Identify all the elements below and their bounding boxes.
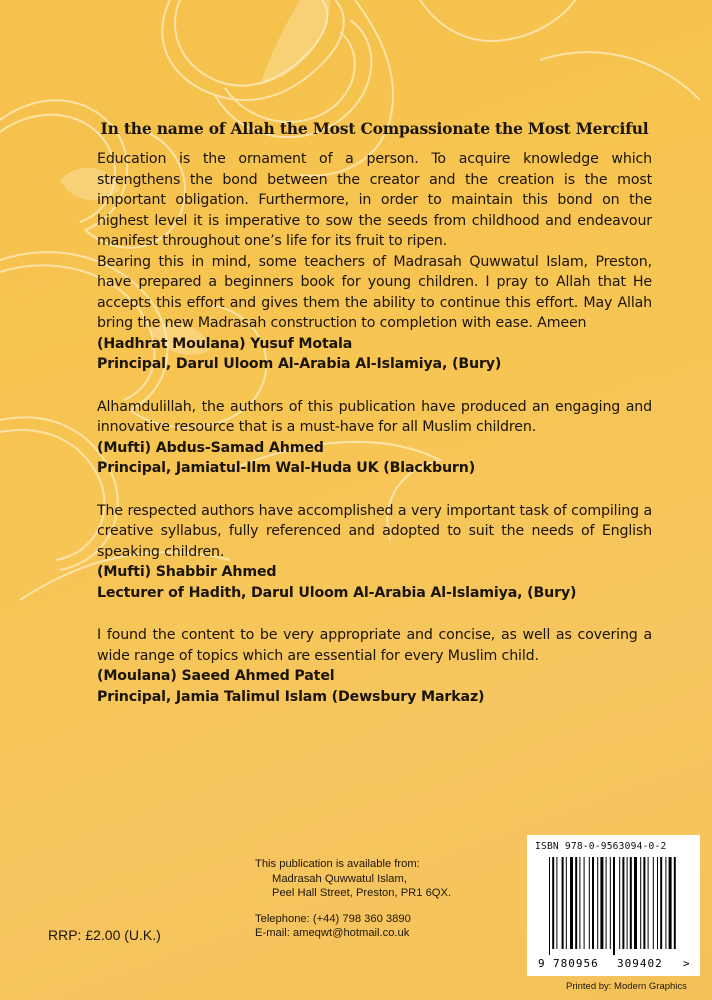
endorsement-3 bbox=[97, 501, 652, 604]
barcode-bar bbox=[610, 857, 611, 949]
barcode-bar bbox=[566, 857, 567, 949]
address-line: Peel Hall Street, Preston, PR1 6QX. bbox=[272, 887, 452, 900]
endorser-name: (Mufti) Shabbir Ahmed bbox=[97, 564, 277, 580]
barcode-bar bbox=[640, 857, 641, 949]
endorser-title: Principal, Darul Uloom Al-Arabia Al-Islamiya, (Bury) bbox=[97, 356, 502, 372]
barcode-bar bbox=[579, 857, 580, 949]
barcode-bar bbox=[600, 857, 603, 949]
endorsement-2 bbox=[97, 397, 652, 479]
endorser-name: (Mufti) Abdus-Samad Ahmed bbox=[97, 439, 324, 456]
barcode-bar bbox=[606, 857, 607, 949]
barcode-bar bbox=[627, 857, 628, 949]
endorsement-paragraph: Bearing this in mind, some teachers of Madrasah Quwwatul Islam, Preston, have prepared a beginners book for young children. I pray to Allah that He accepts this effort and gives them the ability to continue this effort. May Allah bring the new Madrasah construction to completion with ease. Ameen bbox=[97, 253, 652, 331]
endorsement-paragraph: Education is the ornament of a person. To acquire knowledge which strengthens the bond between the creator and the creation is the most important obligation. Furthermore, in order to maintain this bond on the highest level it is imperative to sow the seeds from childhood and endeavour manifest throughout one’s life for its fruit to ripen. bbox=[97, 151, 652, 249]
barcode-bar bbox=[630, 857, 632, 949]
barcode-bar bbox=[549, 857, 550, 955]
barcode-bar bbox=[622, 857, 624, 949]
publication-info bbox=[255, 857, 475, 941]
endorsement-paragraph: I found the content to be very appropriate and concise, as well as covering a wide range of topics which are essential for every Muslim child. bbox=[97, 627, 652, 664]
availability-intro: This publication is available from: bbox=[255, 858, 420, 870]
barcode-bar bbox=[660, 857, 662, 949]
endorsement-paragraph: Alhamdulillah, the authors of this publication have produced an engaging and innovative resource that is a must-have for all Muslim children. bbox=[97, 398, 652, 435]
barcode-bar bbox=[592, 857, 594, 949]
endorsement-4 bbox=[97, 625, 652, 707]
endorser-name: (Hadhrat Moulana) Yusuf Motala bbox=[97, 335, 353, 352]
endorser-name: (Moulana) Saeed Ahmed Patel bbox=[97, 668, 335, 684]
barcode-bar bbox=[584, 857, 585, 949]
barcode-bar bbox=[589, 857, 590, 949]
barcode-bar bbox=[619, 857, 620, 949]
endorser-title: Principal, Jamia Talimul Islam (Dewsbury Markaz) bbox=[97, 688, 485, 705]
barcode-right-digits: 309402 bbox=[617, 957, 663, 970]
email: E-mail: ameqwt@hotmail.co.uk bbox=[255, 927, 410, 940]
barcode-end-mark: > bbox=[683, 957, 690, 970]
endorsement-1 bbox=[97, 149, 652, 375]
telephone: Telephone: (+44) 798 360 3890 bbox=[255, 912, 411, 925]
barcode-bar bbox=[575, 857, 577, 949]
barcode-bar bbox=[562, 857, 564, 949]
barcode-bar bbox=[634, 857, 637, 949]
barcode-bar bbox=[669, 857, 672, 949]
endorser-title: Lecturer of Hadith, Darul Uloom Al-Arabia Al-Islamiya, (Bury) bbox=[97, 584, 577, 601]
barcode-bar bbox=[657, 857, 658, 949]
endorser-title: Principal, Jamiatul-Ilm Wal-Huda UK (Blackburn) bbox=[97, 460, 476, 476]
barcode-first-digit: 9 bbox=[538, 957, 545, 970]
price-label: RRP: £2.00 (U.K.) bbox=[48, 927, 161, 943]
barcode-bar bbox=[665, 857, 666, 949]
barcode-panel bbox=[527, 835, 700, 976]
printer-credit: Printed by: Modern Graphics bbox=[566, 981, 687, 992]
isbn-number: ISBN 978-0-9563094-0-2 bbox=[535, 841, 667, 852]
endorsements-section bbox=[97, 119, 652, 707]
endorsement-paragraph: The respected authors have accomplished a very important task of compiling a creative syllabus, fully referenced and adopted to suit the needs of English speaking children. bbox=[97, 502, 652, 560]
barcode-left-digits: 780956 bbox=[553, 957, 599, 970]
barcode-bar bbox=[674, 857, 676, 949]
barcode-bar bbox=[613, 857, 615, 955]
barcode-bar bbox=[552, 857, 554, 949]
page-heading: In the name of Allah the Most Compassionate the Most Merciful bbox=[100, 119, 649, 138]
barcode-bar bbox=[597, 857, 598, 949]
barcode bbox=[535, 857, 695, 973]
barcode-bar bbox=[570, 857, 573, 949]
barcode-bar bbox=[556, 857, 557, 949]
address-line: Madrasah Quwwatul Islam, bbox=[272, 872, 407, 885]
barcode-bar bbox=[648, 857, 649, 949]
barcode-bar bbox=[643, 857, 645, 949]
barcode-bar bbox=[653, 857, 654, 949]
